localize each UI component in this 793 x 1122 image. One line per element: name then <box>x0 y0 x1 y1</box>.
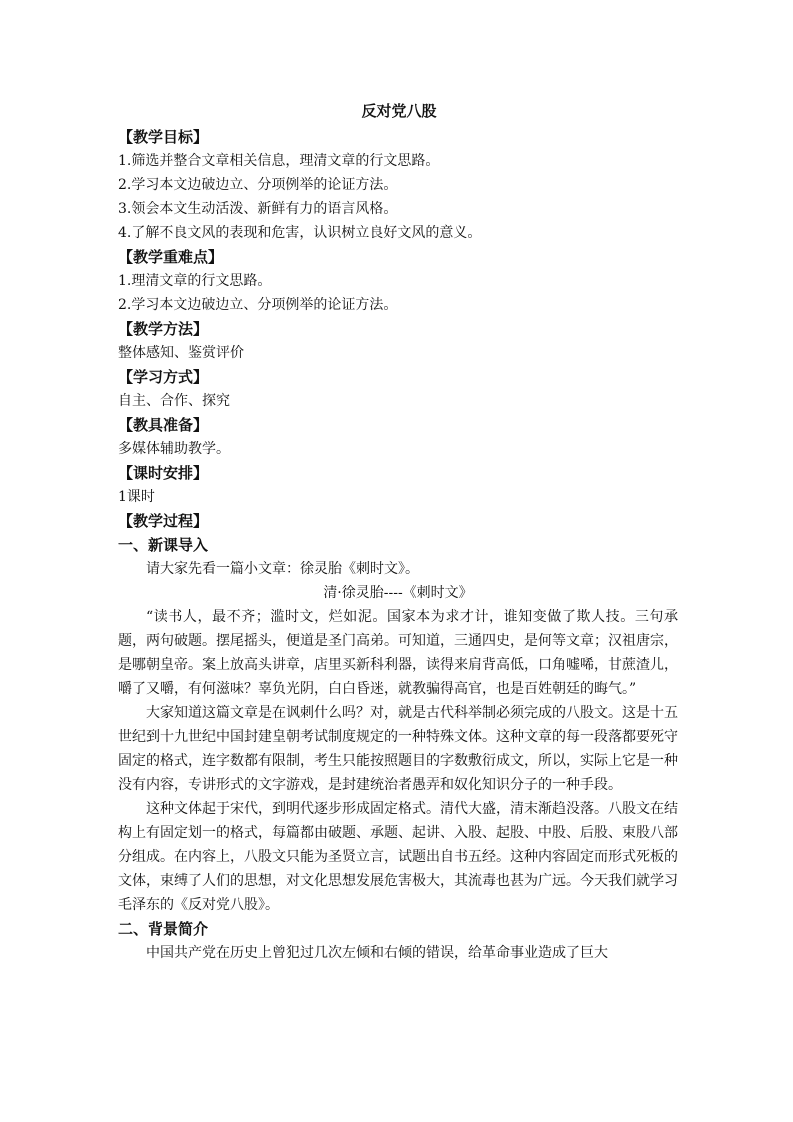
objectives-heading: 【教学目标】 <box>118 128 209 146</box>
tools-text: 多媒体辅助教学。 <box>118 441 230 457</box>
schedule-heading: 【课时安排】 <box>118 464 209 482</box>
poem-text: “读书人，最不齐；滥时文，烂如泥。国家本为求才计，谁知变做了欺人技。三句承题，两句破题。摆尾摇头，便道是圣门高弟。可知道，三通四史，是何等文章；汉祖唐宗，是哪朝皇帝。案上放高头讲章，店里买新科利器，读得来肩背高低，口角嘘唏，甘蔗渣儿，嚼了又嚼，有何滋味？辜负光阴，白白昏迷，就教骗得高官，也是百姓朝廷的晦气。” <box>118 609 678 697</box>
body-paragraph: 这种文体起于宋代，到明代逐步形成固定格式。清代大盛，清末渐趋没落。八股文在结构上有固定划一的格式，每篇都由破题、承题、起讲、入股、起股、中股、后股、束股八部分组成。在内容上，八股文只能为圣贤立言，试题出自书五经。这种内容固定而形式死板的文体，束缚了人们的思想，对文化思想发展危害极大，其流毒也甚为广远。今天我们就学习毛泽东的《反对党八股》。 <box>118 801 678 913</box>
objective-item: 4.了解不良文风的表现和危害，认识树立良好文风的意义。 <box>118 225 482 241</box>
intro-paragraph: 请大家先看一篇小文章：徐灵胎《刺时文》。 <box>146 561 419 577</box>
objective-item: 3.领会本文生动活泼、新鲜有力的语言风格。 <box>118 201 398 217</box>
key-point-item: 2.学习本文边破边立、分项例举的论证方法。 <box>118 297 398 313</box>
key-point-item: 1.理清文章的行文思路。 <box>118 273 272 289</box>
objective-item: 1.筛选并整合文章相关信息，理清文章的行文思路。 <box>118 153 440 169</box>
key-points-heading: 【教学重难点】 <box>118 248 224 266</box>
objective-item: 2.学习本文边破边立、分项例举的论证方法。 <box>118 177 398 193</box>
learning-text: 自主、合作、探究 <box>118 393 230 409</box>
body-paragraph: 大家知道这篇文章是在讽刺什么吗？对，就是古代科举制必须完成的八股文。这是十五世纪到十九世纪中国封建皇朝考试制度规定的一种特殊文体。这种文章的每一段落都要死守固定的格式，连字数都有限制，考生只能按照题目的字数敷衍成文，所以，实际上它是一种没有内容，专讲形式的文字游戏，是封建统治者愚弄和奴化知识分子的一种手段。 <box>118 705 678 793</box>
tools-heading: 【教具准备】 <box>118 416 209 434</box>
learning-heading: 【学习方式】 <box>118 368 209 386</box>
section-title: 一、新课导入 <box>118 536 209 554</box>
section-title: 二、背景简介 <box>118 920 209 938</box>
body-paragraph: 中国共产党在历史上曾犯过几次左倾和右倾的错误，给革命事业造成了巨大 <box>146 945 608 961</box>
document-body <box>118 97 678 965</box>
schedule-text: 1课时 <box>118 489 155 505</box>
poem-title: 清·徐灵胎----《刺时文》 <box>323 585 473 601</box>
method-heading: 【教学方法】 <box>118 320 209 338</box>
page-title: 反对党八股 <box>361 102 437 120</box>
method-text: 整体感知、鉴赏评价 <box>118 345 244 361</box>
process-heading: 【教学过程】 <box>118 512 209 530</box>
